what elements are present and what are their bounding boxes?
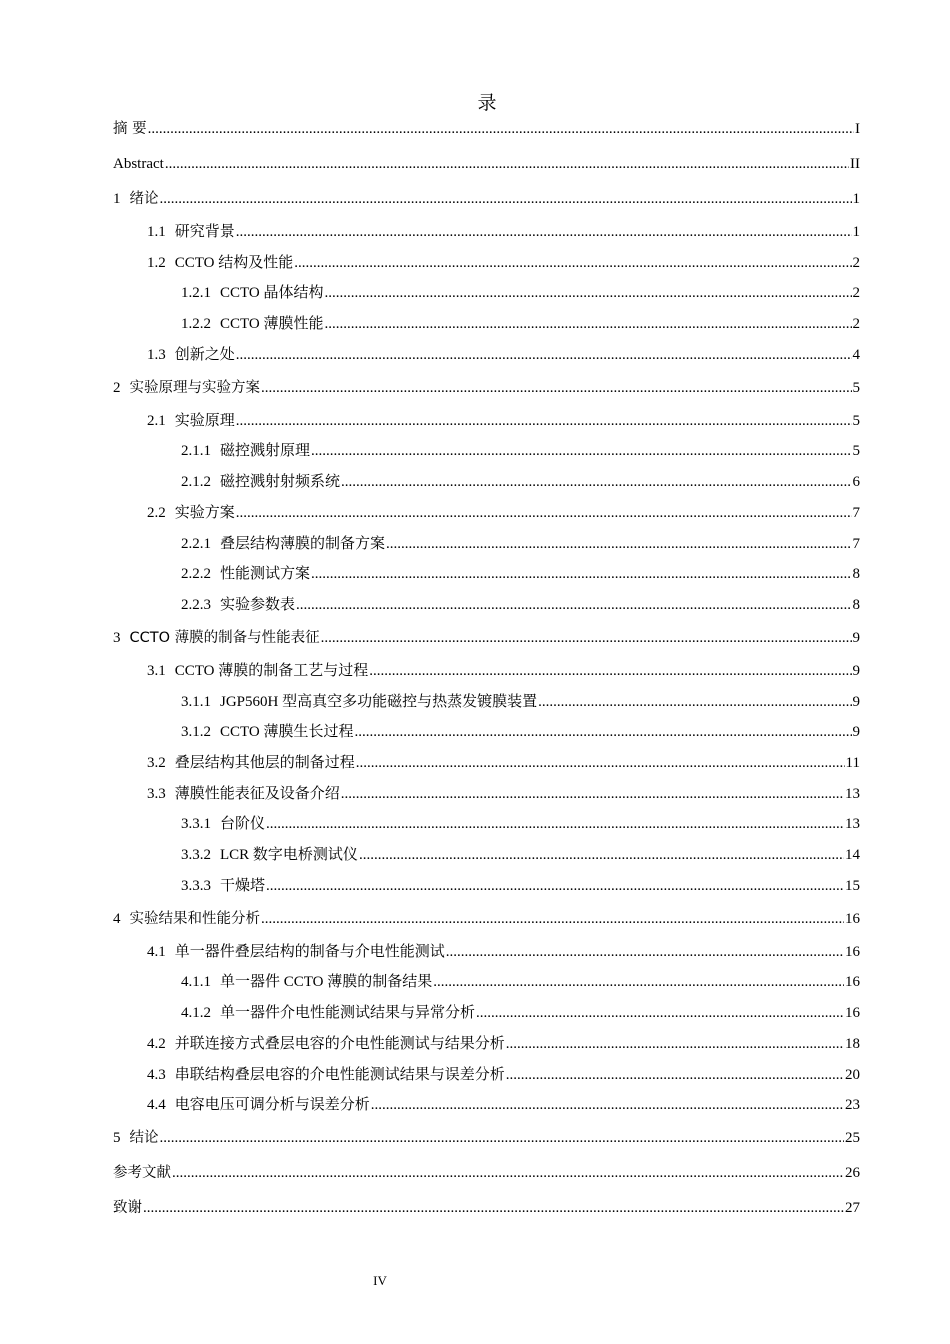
toc-entry-page: 11 xyxy=(845,755,860,771)
toc-entry[interactable] xyxy=(181,314,860,334)
toc-entry-page: 13 xyxy=(845,816,860,832)
toc-entry-title: LCR 数字电桥测试仪 xyxy=(220,847,358,863)
toc-entry-page: 5 xyxy=(852,413,860,429)
dot-leader xyxy=(341,472,851,492)
toc-entry-page: 1 xyxy=(852,224,860,240)
toc-entry[interactable] xyxy=(181,814,860,834)
toc-entry[interactable] xyxy=(147,345,860,365)
toc-entry-number: 3.1.2 xyxy=(181,724,211,740)
dot-leader xyxy=(476,1003,844,1023)
toc-entry-title: 研究背景 xyxy=(174,224,235,240)
toc-entry-title: CCTO 薄膜性能 xyxy=(220,316,324,332)
dot-leader xyxy=(236,411,852,431)
toc-entry-number: 3 xyxy=(113,630,121,646)
dot-leader xyxy=(321,628,852,648)
dot-leader xyxy=(324,283,851,303)
toc-entry[interactable] xyxy=(113,119,860,139)
dot-leader xyxy=(311,564,851,584)
dot-leader xyxy=(359,845,844,865)
toc-entry-page: 16 xyxy=(845,944,860,960)
toc-entry[interactable] xyxy=(181,595,860,615)
toc-entry-title: CCTO 薄膜生长过程 xyxy=(220,724,354,740)
dot-leader xyxy=(236,222,852,242)
toc-entry[interactable] xyxy=(147,1065,860,1085)
toc-entry-page: 14 xyxy=(845,847,860,863)
toc-entry-title: 薄膜性能表征及设备介绍 xyxy=(174,786,340,802)
toc-entry-number: 2.1.1 xyxy=(181,443,211,459)
toc-entry-title: 并联连接方式叠层电容的介电性能测试与结果分析 xyxy=(174,1036,505,1052)
toc-entry-page: 2 xyxy=(852,316,860,332)
toc-entry-page: 7 xyxy=(852,505,860,521)
toc-entry-page: 16 xyxy=(845,974,860,990)
toc-entry-number: 2.2.2 xyxy=(181,566,211,582)
toc-entry[interactable] xyxy=(181,441,860,461)
toc-entry-title: 性能测试方案 xyxy=(220,566,311,582)
dot-leader xyxy=(446,942,844,962)
toc-entry-number: 4.1.1 xyxy=(181,974,211,990)
toc-entry-number: 3.3.1 xyxy=(181,816,211,832)
toc-entry[interactable] xyxy=(181,876,860,896)
toc-entry-number: 2.1 xyxy=(147,413,166,429)
toc-entry[interactable] xyxy=(113,1128,860,1148)
toc-entry-title: 干燥塔 xyxy=(220,878,266,894)
toc-entry-number: 4 xyxy=(113,911,121,927)
dot-leader xyxy=(236,503,852,523)
toc-entry[interactable] xyxy=(147,1095,860,1115)
toc-entry-page: 15 xyxy=(845,878,860,894)
dot-leader xyxy=(506,1034,844,1054)
toc-entry-number: 1.1 xyxy=(147,224,166,240)
dot-leader xyxy=(371,1095,844,1115)
dot-leader xyxy=(172,1163,844,1183)
toc-entry[interactable] xyxy=(113,189,860,209)
toc-entry[interactable] xyxy=(113,628,860,648)
toc-entry-title: 结论 xyxy=(129,1130,159,1146)
toc-entry-page: 5 xyxy=(852,380,860,396)
toc-entry-number: 4.1 xyxy=(147,944,166,960)
toc-entry-title: 电容电压可调分析与误差分析 xyxy=(174,1097,370,1113)
toc-entry[interactable] xyxy=(147,503,860,523)
toc-entry-number: 3.2 xyxy=(147,755,166,771)
toc-entry-number: 3.3.2 xyxy=(181,847,211,863)
toc-entry-number: 2.2.3 xyxy=(181,597,211,613)
toc-entry[interactable] xyxy=(181,692,860,712)
toc-entry-page: 9 xyxy=(852,724,860,740)
toc-entry-page: 9 xyxy=(852,694,860,710)
toc-entry-page: 4 xyxy=(852,347,860,363)
toc-entry-number: 1.2.2 xyxy=(181,316,211,332)
toc-entry-title: 台阶仪 xyxy=(220,816,266,832)
toc-entry-number: 2.2 xyxy=(147,505,166,521)
toc-entry-title: 致谢 xyxy=(113,1200,142,1216)
toc-entry-page: 2 xyxy=(852,255,860,271)
toc-entry-page: 8 xyxy=(852,566,860,582)
toc-entry-page: 7 xyxy=(852,536,860,552)
toc-entry-title: 磁控溅射原理 xyxy=(220,443,311,459)
dot-leader xyxy=(369,661,851,681)
toc-entry-page: 5 xyxy=(852,443,860,459)
toc-entry-number: 1.2.1 xyxy=(181,285,211,301)
toc-entry-title: 实验参数表 xyxy=(220,597,296,613)
dot-leader xyxy=(386,534,851,554)
toc-entry-page: 16 xyxy=(845,1005,860,1021)
toc-entry-title: 单一器件介电性能测试结果与异常分析 xyxy=(220,1005,476,1021)
toc-entry[interactable] xyxy=(147,661,860,681)
toc-entry-title: 实验原理与实验方案 xyxy=(129,380,260,396)
toc-entry-number: 2.2.1 xyxy=(181,536,211,552)
dot-leader xyxy=(261,909,844,929)
dot-leader xyxy=(294,253,851,273)
toc-entry-page: 26 xyxy=(845,1165,860,1181)
toc-entry-title: 实验方案 xyxy=(174,505,235,521)
toc-entry-number: 3.3 xyxy=(147,786,166,802)
dot-leader xyxy=(341,784,844,804)
toc-entry-page: 23 xyxy=(845,1097,860,1113)
toc-entry-title: Abstract xyxy=(113,156,164,172)
toc-entry[interactable] xyxy=(147,753,860,773)
toc-entry-page: 20 xyxy=(845,1067,860,1083)
toc-entry-page: I xyxy=(855,121,860,137)
toc-entry-number: 1 xyxy=(113,191,121,207)
toc-entry-title: CCTO 薄膜的制备工艺与过程 xyxy=(174,663,369,679)
toc-entry-number: 3.3.3 xyxy=(181,878,211,894)
toc-entry-number: 1.3 xyxy=(147,347,166,363)
toc-entry-title: 单一器件 CCTO 薄膜的制备结果 xyxy=(220,974,433,990)
page-number-footer: IV xyxy=(373,1273,387,1288)
toc-entry-page: 27 xyxy=(845,1200,860,1216)
toc-entry-title: JGP560H 型高真空多功能磁控与热蒸发镀膜装置 xyxy=(220,694,538,710)
toc-entry[interactable] xyxy=(181,845,860,865)
toc-entry-title: 叠层结构薄膜的制备方案 xyxy=(220,536,386,552)
toc-entry-number: 1.2 xyxy=(147,255,166,271)
dot-leader xyxy=(160,189,852,209)
toc-entry[interactable] xyxy=(147,942,860,962)
toc-entry-title: CCTO 晶体结构 xyxy=(220,285,324,301)
toc-entry[interactable] xyxy=(113,154,860,174)
toc-entry[interactable] xyxy=(147,784,860,804)
dot-leader xyxy=(324,314,851,334)
dot-leader xyxy=(356,753,845,773)
toc-entry-title: 参考文献 xyxy=(113,1165,171,1181)
toc-entry[interactable] xyxy=(181,1003,860,1023)
toc-entry[interactable] xyxy=(147,1034,860,1054)
toc-entry-number: 2 xyxy=(113,380,121,396)
toc-entry[interactable] xyxy=(113,378,860,398)
toc-entry[interactable] xyxy=(181,564,860,584)
toc-entry-page: 9 xyxy=(852,663,860,679)
toc-entry[interactable] xyxy=(113,909,860,929)
toc-entry-page: 1 xyxy=(852,191,860,207)
toc-entry-page: 16 xyxy=(845,911,860,927)
toc-entry-page: 2 xyxy=(852,285,860,301)
dot-leader xyxy=(261,378,852,398)
toc-entry-number: 2.1.2 xyxy=(181,474,211,490)
dot-leader xyxy=(165,154,849,174)
toc-entry[interactable] xyxy=(181,283,860,303)
dot-leader xyxy=(266,876,844,896)
dot-leader xyxy=(148,119,854,139)
toc-entry-number: 4.3 xyxy=(147,1067,166,1083)
dot-leader xyxy=(538,692,851,712)
dot-leader xyxy=(266,814,844,834)
toc-entry-number: 4.1.2 xyxy=(181,1005,211,1021)
toc-entry-page: 18 xyxy=(845,1036,860,1052)
toc-entry[interactable] xyxy=(113,1198,860,1218)
toc-entry-page: 9 xyxy=(852,630,860,646)
toc-entry[interactable] xyxy=(113,1163,860,1183)
toc-entry[interactable] xyxy=(181,972,860,992)
toc-entry-title: 磁控溅射射频系统 xyxy=(220,474,341,490)
toc-entry[interactable] xyxy=(147,253,860,273)
page-title: 录 xyxy=(477,93,497,114)
toc-entry-title: 实验原理 xyxy=(174,413,235,429)
dot-leader xyxy=(236,345,852,365)
toc-entry-page: 6 xyxy=(852,474,860,490)
toc-entry-page: 13 xyxy=(845,786,860,802)
toc-entry-title: CCTO 薄膜的制备与性能表征 xyxy=(129,630,320,646)
toc-entry-title: 实验结果和性能分析 xyxy=(129,911,260,927)
toc-entry[interactable] xyxy=(181,534,860,554)
toc-entry-title: 摘 要 xyxy=(113,121,147,137)
toc-entry-title: CCTO 结构及性能 xyxy=(174,255,294,271)
dot-leader xyxy=(311,441,851,461)
toc-entry-title: 单一器件叠层结构的制备与介电性能测试 xyxy=(174,944,445,960)
toc-entry-page: 25 xyxy=(845,1130,860,1146)
toc-entry-title: 绪论 xyxy=(129,191,159,207)
dot-leader xyxy=(143,1198,844,1218)
dot-leader xyxy=(506,1065,844,1085)
toc-entry-number: 3.1.1 xyxy=(181,694,211,710)
toc-entry-title: 串联结构叠层电容的介电性能测试结果与误差分析 xyxy=(174,1067,505,1083)
toc-entry-number: 5 xyxy=(113,1130,121,1146)
dot-leader xyxy=(355,722,852,742)
toc-entry[interactable] xyxy=(181,472,860,492)
toc-entry[interactable] xyxy=(147,411,860,431)
toc-entry-number: 4.4 xyxy=(147,1097,166,1113)
dot-leader xyxy=(296,595,851,615)
dot-leader xyxy=(433,972,844,992)
toc-entry-number: 4.2 xyxy=(147,1036,166,1052)
toc-entry-page: II xyxy=(850,156,860,172)
toc-entry-page: 8 xyxy=(852,597,860,613)
toc-entry[interactable] xyxy=(147,222,860,242)
toc-entry-number: 3.1 xyxy=(147,663,166,679)
toc-entry-title: 叠层结构其他层的制备过程 xyxy=(174,755,355,771)
toc-entry[interactable] xyxy=(181,722,860,742)
toc-entry-title: 创新之处 xyxy=(174,347,235,363)
dot-leader xyxy=(160,1128,845,1148)
